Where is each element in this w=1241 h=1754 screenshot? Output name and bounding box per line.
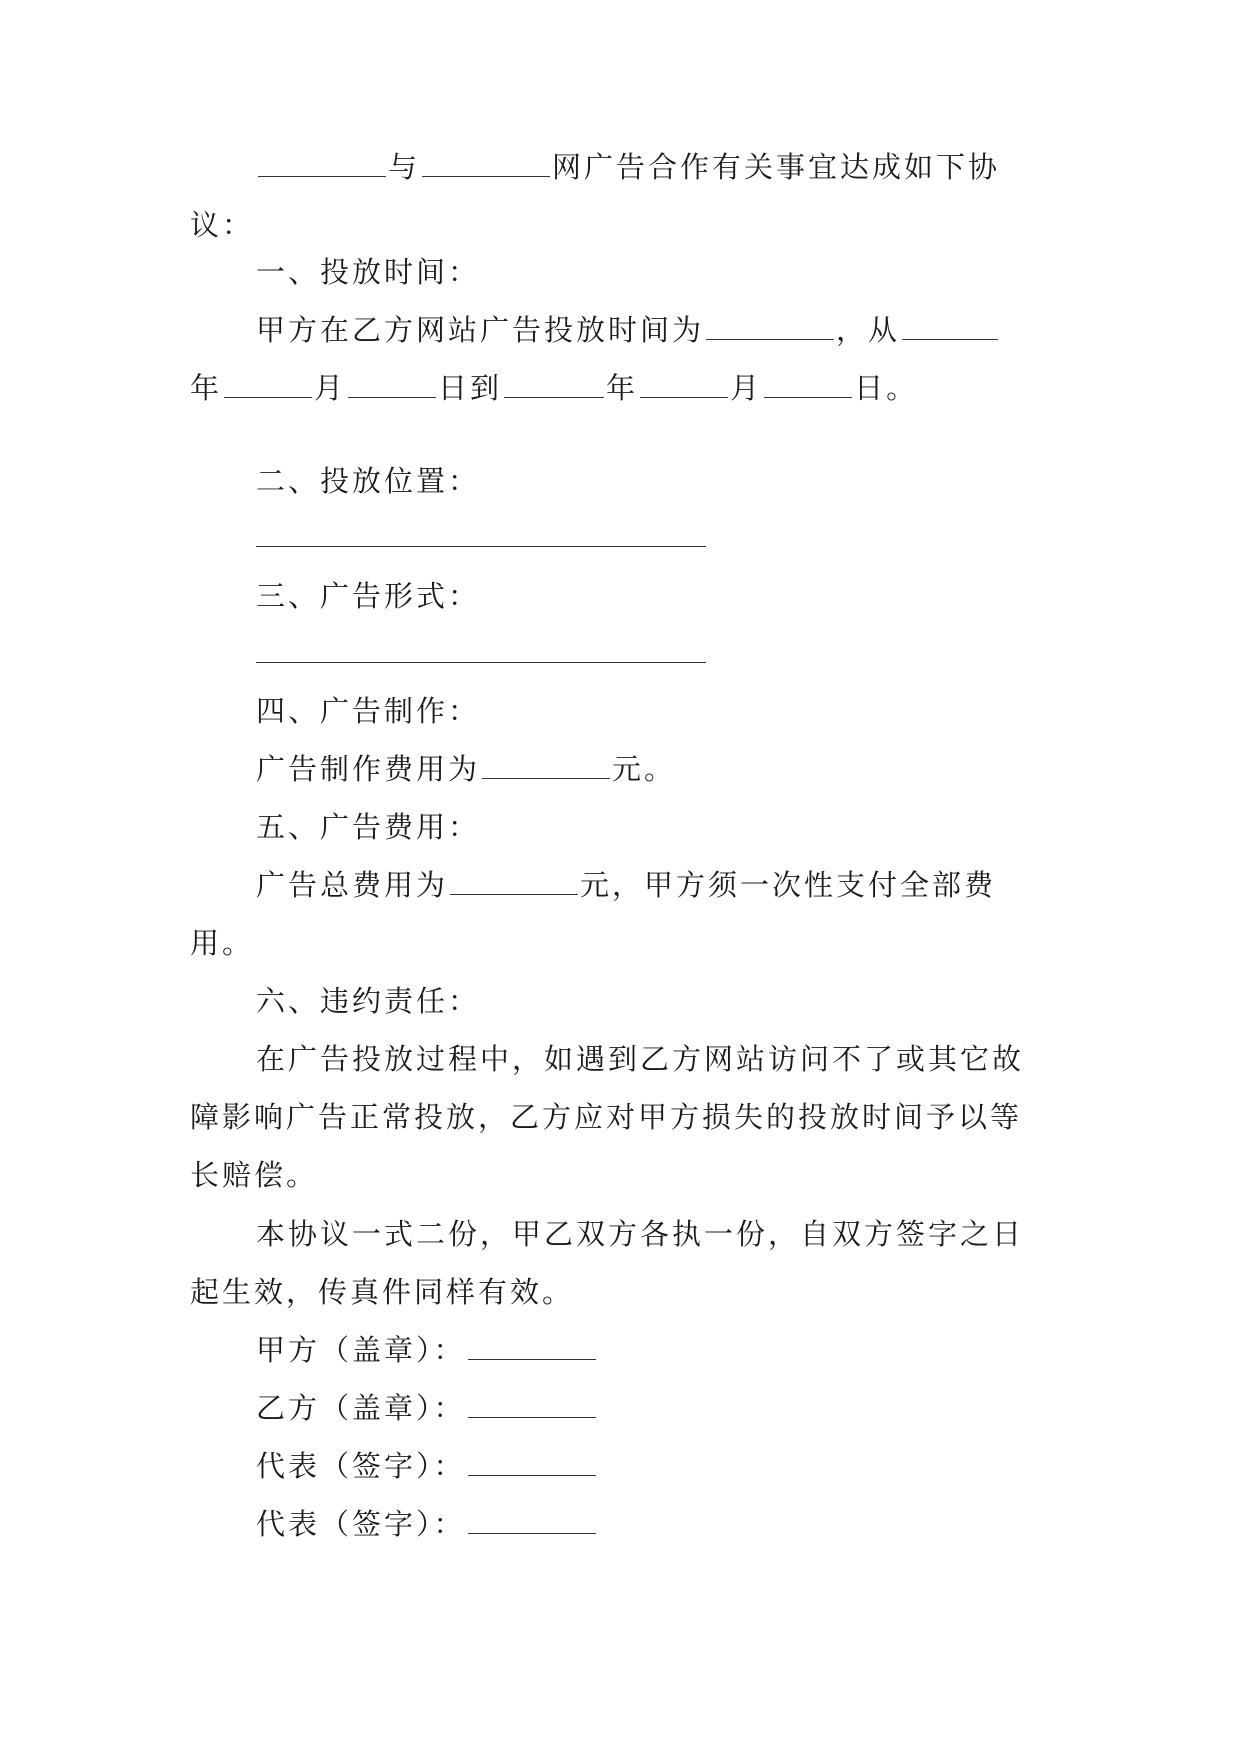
day-to-label: 日到 bbox=[438, 371, 503, 405]
signature-rep-1-blank[interactable] bbox=[468, 1445, 596, 1476]
signature-party-b-blank[interactable] bbox=[468, 1387, 596, 1418]
section-position-heading: 二、投放位置： bbox=[256, 464, 481, 498]
signature-rep-1 bbox=[190, 1437, 1060, 1495]
end-month-label: 月 bbox=[730, 371, 763, 405]
intro-and-text: 与 bbox=[388, 150, 421, 184]
section-time bbox=[190, 243, 1060, 417]
day-end-label: 日。 bbox=[854, 371, 919, 405]
production-fee-unit: 元。 bbox=[612, 752, 677, 786]
section-production bbox=[190, 682, 1060, 798]
section-production-line bbox=[190, 740, 1060, 798]
signature-party-a-blank[interactable] bbox=[468, 1329, 596, 1360]
year-label: 年 bbox=[190, 371, 223, 405]
intro-line-2: 议： bbox=[190, 208, 255, 242]
total-fee-text: 广告总费用为 bbox=[256, 868, 449, 902]
section-copies-line2: 起生效，传真件同样有效。 bbox=[190, 1275, 575, 1309]
intro-paragraph bbox=[190, 138, 1060, 254]
section-fee-line1 bbox=[190, 856, 1060, 914]
section-copies bbox=[190, 1205, 1060, 1321]
end-month-blank[interactable] bbox=[640, 367, 728, 398]
signature-rep-1-label: 代表（签字）： bbox=[256, 1449, 466, 1483]
month-label: 月 bbox=[314, 371, 347, 405]
section-time-line1 bbox=[190, 301, 1060, 359]
position-fill-line[interactable] bbox=[256, 546, 706, 547]
section-time-text-b: ，从 bbox=[836, 313, 901, 347]
section-copies-line1: 本协议一式二份，甲乙双方各执一份，自双方签字之日 bbox=[256, 1217, 1025, 1251]
form-fill-line[interactable] bbox=[256, 662, 706, 663]
end-day-blank[interactable] bbox=[764, 367, 852, 398]
section-liability-line3: 长赔偿。 bbox=[190, 1158, 319, 1192]
section-fee bbox=[190, 798, 1060, 972]
section-production-heading: 四、广告制作： bbox=[256, 694, 481, 728]
section-liability bbox=[190, 972, 1060, 1204]
end-year-blank[interactable] bbox=[504, 367, 604, 398]
total-fee-rest: 元，甲方须一次性支付全部费 bbox=[580, 868, 997, 902]
section-liability-line2: 障影响广告正常投放，乙方应对甲方损失的投放时间予以等 bbox=[190, 1100, 1023, 1134]
signature-party-b bbox=[190, 1379, 1060, 1437]
end-year-label: 年 bbox=[606, 371, 639, 405]
signature-party-a bbox=[190, 1321, 1060, 1379]
production-fee-text: 广告制作费用为 bbox=[256, 752, 481, 786]
start-day-blank[interactable] bbox=[348, 367, 436, 398]
section-fee-line2: 用。 bbox=[190, 926, 255, 960]
signature-rep-2 bbox=[190, 1495, 1060, 1553]
section-time-text-a: 甲方在乙方网站广告投放时间为 bbox=[256, 313, 705, 347]
section-liability-line1: 在广告投放过程中，如遇到乙方网站访问不了或其它故 bbox=[256, 1042, 1025, 1076]
start-year-blank[interactable] bbox=[902, 309, 998, 340]
section-time-heading: 一、投放时间： bbox=[256, 255, 481, 289]
intro-line-1 bbox=[190, 138, 1060, 196]
section-form-heading: 三、广告形式： bbox=[256, 579, 481, 613]
signature-block bbox=[190, 1321, 1060, 1553]
section-position bbox=[190, 452, 1060, 510]
intro-rest-line1: 网广告合作有关事宜达成如下协 bbox=[552, 150, 1001, 184]
signature-party-a-label: 甲方（盖章）： bbox=[256, 1333, 466, 1367]
party-b-blank[interactable] bbox=[422, 146, 550, 177]
section-form bbox=[190, 567, 1060, 625]
signature-rep-2-blank[interactable] bbox=[468, 1503, 596, 1534]
section-fee-heading: 五、广告费用： bbox=[256, 810, 481, 844]
party-a-blank[interactable] bbox=[258, 146, 386, 177]
signature-rep-2-label: 代表（签字）： bbox=[256, 1507, 466, 1541]
start-month-blank[interactable] bbox=[224, 367, 312, 398]
section-liability-heading: 六、违约责任： bbox=[256, 984, 481, 1018]
production-fee-blank[interactable] bbox=[482, 748, 610, 779]
section-time-line2 bbox=[190, 359, 1060, 417]
duration-blank[interactable] bbox=[706, 309, 834, 340]
total-fee-blank[interactable] bbox=[450, 864, 578, 895]
signature-party-b-label: 乙方（盖章）： bbox=[256, 1391, 466, 1425]
